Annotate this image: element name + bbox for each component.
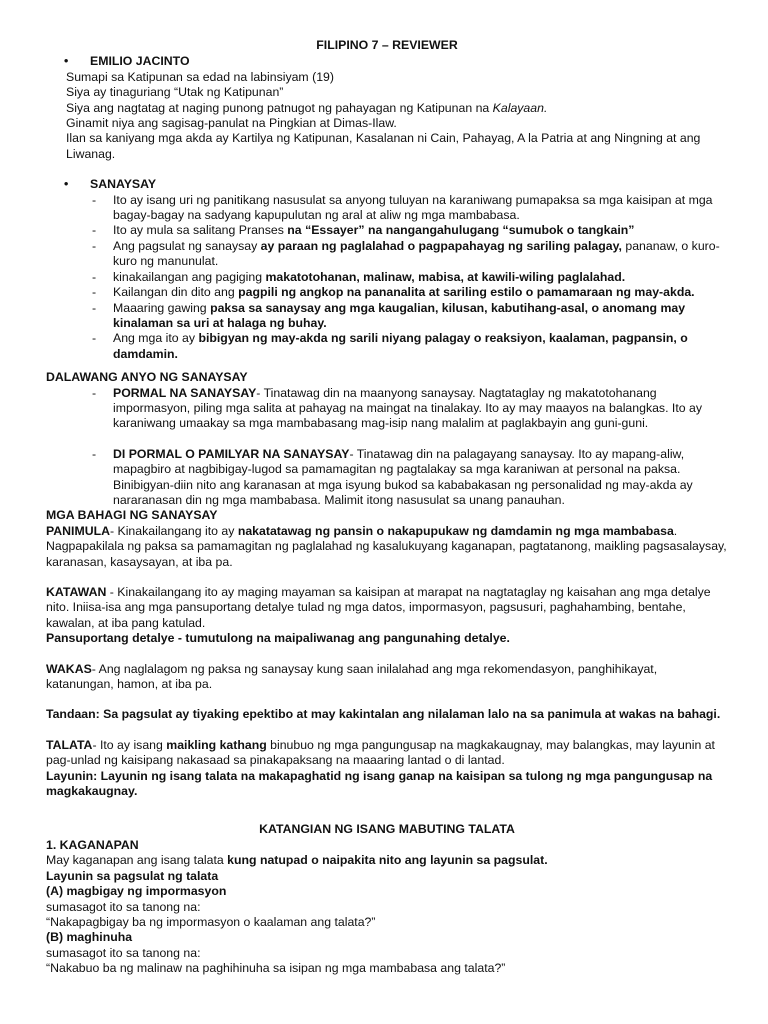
paragraph: sumasagot ito sa tanong na: <box>46 945 201 960</box>
text: Maaaring gawing <box>113 300 211 315</box>
heading-text: EMILIO JACINTO <box>90 54 190 69</box>
sanaysay-list <box>46 193 728 362</box>
bold-text: 1. KAGANAPAN <box>46 837 139 852</box>
bold-text: Tandaan: Sa pagsulat ay tiyaking epektibo at may kakintalan ang nilalaman lalo na sa panimula at wakas na bahagi. <box>46 707 721 722</box>
text: - Tinatawag din na palagayang sanaysay. Ito ay mapang-aliw, mapagbiro at nagbibigay-lugod sa pamamagitan ng pagtalakay sa mga karaniwan at personal na paksa. Binibigyan-diin nito ang karanasan at mga isyung bukod sa kababakasan ng personalidad ng may-akda ay nararanasan din ng mga mambabasa. Malimit itong nasusulat sa unang panauhan. <box>113 446 693 507</box>
text: - Ang naglalagom ng paksa ng sanaysay kung saan inilalahad ang mga rekomendasyon, panghihikayat, katanungan, hamon, at iba pa. <box>46 661 658 692</box>
paragraph <box>46 853 728 868</box>
list-item <box>92 239 728 270</box>
text: Ang mga ito ay <box>113 331 199 346</box>
bold-text: WAKAS <box>46 661 92 676</box>
bullet-icon: • <box>64 54 69 69</box>
bold-text: (B) maghinuha <box>46 930 133 945</box>
paragraph-katawan <box>46 585 728 631</box>
section-heading-katangian: KATANGIAN NG ISANG MABUTING TALATA <box>259 822 515 837</box>
heading-text: SANAYSAY <box>90 177 157 192</box>
emilio-body <box>46 70 728 162</box>
italic-text: Kalayaan. <box>492 100 548 115</box>
bold-text: Layunin: Layunin ng isang talata na makapaghatid ng isang ganap na kaisipan sa tulong ng mga pangungusap na magkakaugnay. <box>46 768 713 799</box>
document-title: FILIPINO 7 – REVIEWER <box>316 38 458 52</box>
bold-text: KATAWAN <box>46 585 107 599</box>
section-heading-bahagi <box>46 508 728 523</box>
bold-text: PORMAL NA SANAYSAY <box>113 385 257 400</box>
paragraph-talata <box>46 738 728 769</box>
section-heading-emilio <box>46 54 728 69</box>
text: May kaganapan ang isang talata <box>46 853 228 868</box>
list-item <box>92 285 728 300</box>
list-item <box>92 223 728 238</box>
bold-text: DALAWANG ANYO NG SANAYSAY <box>46 370 248 385</box>
paragraph-tandaan <box>46 707 728 722</box>
list-item <box>92 447 728 509</box>
bold-text: nakatatawag ng pansin o nakapupukaw ng damdamin ng mga mambabasa <box>237 523 674 538</box>
bold-text: makatotohanan, malinaw, mabisa, at kawili-wiling paglalahad. <box>265 269 626 284</box>
paragraph <box>46 838 728 853</box>
text: Kailangan din dito ang <box>113 285 239 300</box>
list-item: - Ito ay isang uri ng panitikang nasusulat sa anyong tuluyan na karaniwang pumapaksa sa mga kaisipan at mga bagay-bagay na sadyang kapupulutan ng aral at aliw ng mga mambabasa. <box>92 193 728 224</box>
bold-text: kung natupad o naipakita nito ang layunin sa pagsulat. <box>227 853 548 868</box>
bold-text: na “Essayer” na nangangahulugang “sumubok o tangkain” <box>287 223 635 238</box>
paragraph: Ginamit niya ang sagisag-panulat na Pingkian at Dimas-Ilaw. <box>66 116 397 131</box>
paragraph: Sumapi sa Katipunan sa edad na labinsiyam (19) <box>66 69 334 84</box>
bold-text: Layunin sa pagsulat ng talata <box>46 868 219 883</box>
text: Ang pagsulat ng sanaysay <box>113 238 261 253</box>
text: Ito ay mula sa salitang Pranses <box>113 223 288 238</box>
text: - Ito ay isang <box>92 737 167 752</box>
bold-text: paksa sa sanaysay ang mga kaugalian, kilusan, kabutihang-asal, o anomang may kinalaman sa uri at halaga ng buhay. <box>113 300 686 330</box>
list-item <box>92 386 728 432</box>
paragraph <box>46 884 728 899</box>
list-item <box>92 331 728 362</box>
text: . Nagpapakilala ng paksa sa pamamagitan ng paglalahad ng kasalukuyang kaganapan, pagtatanong, maikling pagsasalaysay, karanasan, kasaysayan, at iba pa. <box>46 523 727 569</box>
text: kinakailangan ang pagiging <box>113 269 266 284</box>
section-heading-sanaysay <box>46 177 728 192</box>
paragraph-panimula <box>46 524 728 570</box>
bold-text: Pansuportang detalye - tumutulong na maipaliwanag ang pangunahing detalye. <box>46 631 510 646</box>
list-item <box>92 301 728 332</box>
paragraph-pansuporta <box>46 631 728 646</box>
bold-text: DI PORMAL O PAMILYAR NA SANAYSAY <box>113 446 350 461</box>
section-heading-anyo <box>46 370 728 385</box>
paragraph: Siya ay tinaguriang “Utak ng Katipunan” <box>66 85 284 100</box>
paragraph: “Nakapagbigay ba ng impormasyon o kaalaman ang talata?” <box>46 914 376 929</box>
bold-text: PANIMULA <box>46 523 110 538</box>
text: - Kinakailangang ito ay <box>109 523 238 538</box>
anyo-list <box>46 386 728 509</box>
bold-text: TALATA <box>46 737 93 752</box>
bold-text: maikling kathang <box>166 737 267 752</box>
paragraph: “Nakabuo ba ng malinaw na paghihinuha sa isipan ng mga mambabasa ang talata?” <box>46 961 506 976</box>
bold-text: pagpili ng angkop na pananalita at sariling estilo o pamamaraan ng may-akda. <box>238 285 695 300</box>
paragraph-layunin <box>46 769 728 800</box>
text: Siya ang nagtatag at naging punong patnugot ng pahayagan ng Katipunan na <box>66 100 493 115</box>
paragraph <box>66 101 728 116</box>
paragraph: sumasagot ito sa tanong na: <box>46 899 201 914</box>
paragraph <box>46 869 728 884</box>
paragraph-wakas <box>46 662 728 693</box>
text: binubuo ng mga pangungusap na magkakaugnay, may balangkas, may layunin at pag-unlad ng kaisipang nakasaad sa pinakapaksang na maaaring lantad o di lantad. <box>46 737 715 768</box>
bold-text: (A) magbigay ng impormasyon <box>46 884 227 899</box>
bullet-icon: • <box>64 177 69 192</box>
text: pananaw, o kuro-kuro ng manunulat. <box>113 238 720 269</box>
text: - Tinatawag din na maanyong sanaysay. Nagtataglay ng makatotohanang impormasyon, piling mga salita at pahayag na maingat na tinalakay. Ito ay may maayos na balangkas. Ito ay karaniwang umaakay sa mga mambabasang mag-isip nang malalim at paglakbayin ang guni-guni. <box>113 385 702 431</box>
bold-text: bibigyan ng may-akda ng sarili niyang palagay o reaksiyon, kaalaman, pagpansin, o damdamin. <box>113 331 688 361</box>
paragraph <box>46 930 728 945</box>
bold-text: MGA BAHAGI NG SANAYSAY <box>46 508 218 523</box>
paragraph: Ilan sa kaniyang mga akda ay Kartilya ng Katipunan, Kasalanan ni Cain, Pahayag, A la Patria at ang Ningning at ang Liwanag. <box>66 131 701 161</box>
bold-text: ay paraan ng paglalahad o pagpapahayag ng sariling palagay, <box>260 238 622 253</box>
list-item <box>92 270 728 285</box>
text: - Kinakailangang ito ay maging mayaman sa kaisipan at marapat na nagtataglay ng kaisahan ang mga detalye nito. Iniisa-isa ang mga pansuportang detalye tulad ng mga datos, impormasyon, pagsusuri, paghahambing, bentahe, kawalan, at iba pang katulad. <box>46 585 711 630</box>
